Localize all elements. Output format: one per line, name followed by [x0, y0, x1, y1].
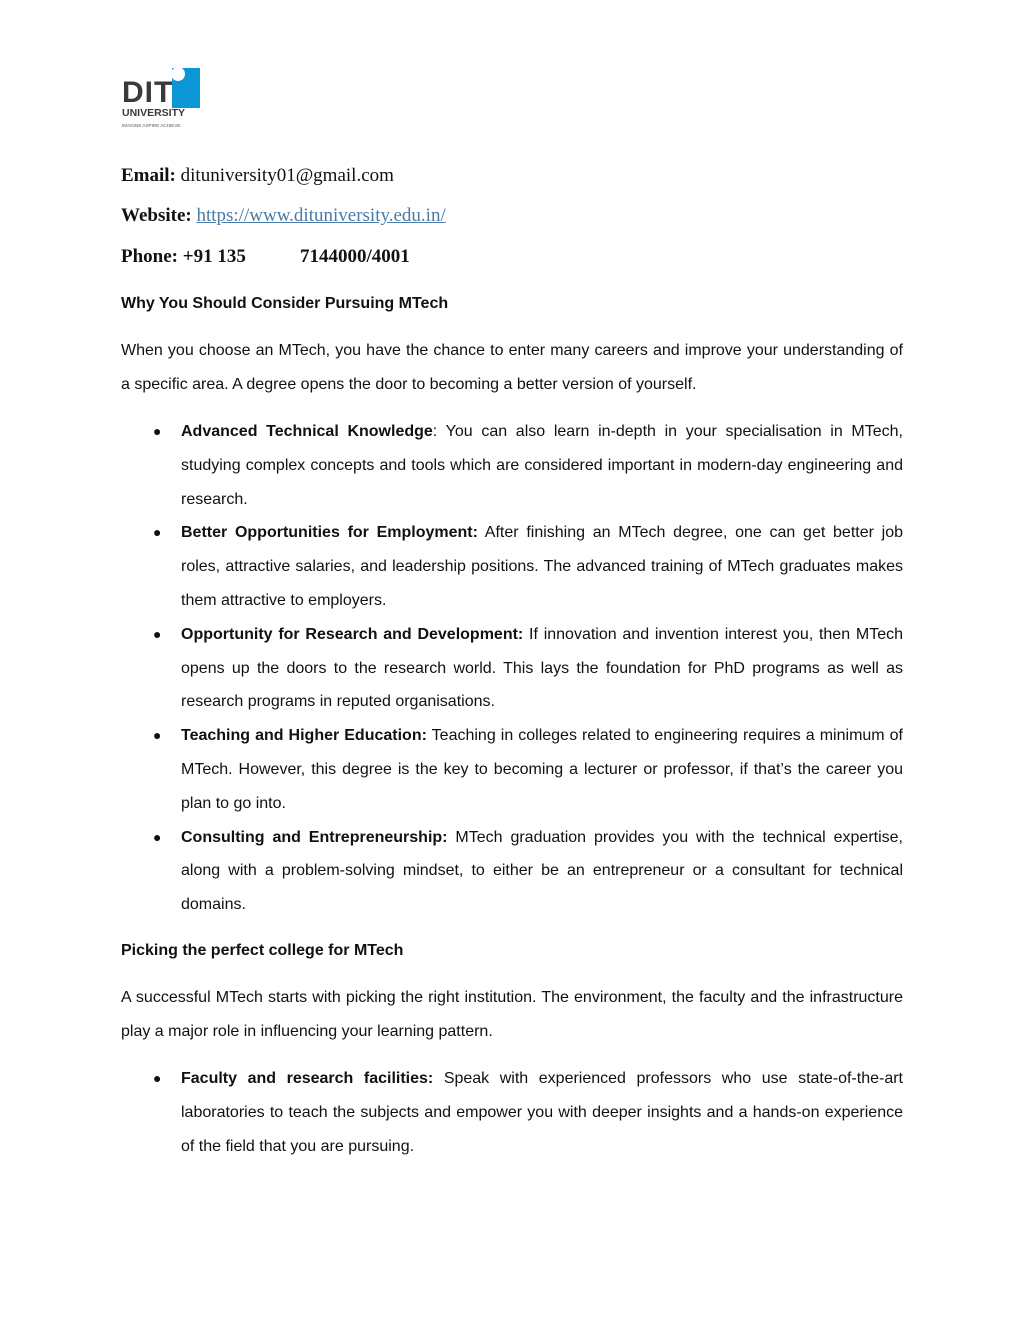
list-item — [121, 516, 903, 617]
college-criteria-list — [121, 1062, 903, 1163]
website-link[interactable]: https://www.dituniversity.edu.in/ — [196, 205, 446, 226]
list-item-title: Opportunity for Research and Development: — [181, 625, 524, 643]
list-item-title: Consulting and Entrepreneurship: — [181, 828, 448, 846]
list-item-title: Faculty and research facilities: — [181, 1070, 434, 1087]
bullet-icon: ● — [153, 828, 162, 845]
list-item — [121, 821, 903, 922]
bullet-icon: ● — [153, 727, 162, 744]
dit-logo-icon — [120, 64, 204, 134]
phone-label: Phone: +91 135 — [121, 246, 246, 267]
phone-line — [121, 246, 521, 268]
list-item — [121, 719, 903, 820]
phone-value: 7144000/4001 — [300, 246, 410, 267]
list-item — [121, 1062, 903, 1163]
email-label: Email: — [121, 165, 176, 186]
list-item-text: After finishing an MTech degree, one can get better job roles, attractive salaries, and leadership positions. The advanced training of MTech graduates makes them attractive to employers. — [181, 524, 904, 609]
website-line — [121, 205, 446, 227]
website-label: Website: — [121, 205, 192, 226]
email-line — [121, 165, 394, 187]
section-intro-why-mtech: When you choose an MTech, you have the chance to enter many careers and improve your understanding of a specific area. A degree opens the door to becoming a better version of yourself. — [121, 342, 903, 393]
university-logo — [120, 64, 204, 134]
section-heading-picking-college: Picking the perfect college for MTech — [121, 942, 404, 959]
list-item-text: Teaching in colleges related to engineering requires a minimum of MTech. However, this degree is the key to becoming a lecturer or professor, if that’s the career you plan to go into. — [181, 727, 903, 812]
list-item-title: Teaching and Higher Education: — [181, 727, 427, 745]
section-intro-picking-college: A successful MTech starts with picking the right institution. The environment, the faculty and the infrastructure play a major role in influencing your learning pattern. — [121, 989, 903, 1040]
list-item-title: Better Opportunities for Employment: — [181, 524, 478, 542]
reasons-list — [121, 415, 903, 922]
email-value[interactable]: dituniversity01@gmail.com — [180, 165, 394, 186]
list-item — [121, 618, 903, 719]
section-heading-why-mtech: Why You Should Consider Pursuing MTech — [121, 295, 449, 312]
bullet-icon: ● — [153, 1070, 162, 1086]
list-item-text: : You can also learn in-depth in your specialisation in MTech, studying complex concepts and tools which are considered important in modern-day engineering and research. — [181, 423, 904, 508]
logo-tagline: IMAGINE ASPIRE ACHIEVE — [122, 123, 181, 128]
bullet-icon: ● — [153, 524, 162, 541]
logo-sub-text: UNIVERSITY — [122, 107, 186, 119]
bullet-icon: ● — [153, 625, 162, 642]
bullet-icon: ● — [153, 423, 162, 439]
list-item — [121, 415, 903, 516]
list-item-text: If innovation and invention interest you, then MTech opens up the doors to the research world. This lays the foundation for PhD programs as well as research programs in reputed organisations. — [181, 625, 903, 711]
logo-main-text: DIT — [122, 76, 174, 109]
list-item-title: Advanced Technical Knowledge — [181, 423, 433, 440]
list-item-text: MTech graduation provides you with the technical expertise, along with a problem-solving mindset, to either be an entrepreneur or a consultant for technical domains. — [181, 828, 904, 914]
list-item-text: Speak with experienced professors who use state-of-the-art laboratories to teach the subjects and empower you with deeper insights and a hands-on experience of the field that you are pursuing. — [181, 1070, 903, 1155]
